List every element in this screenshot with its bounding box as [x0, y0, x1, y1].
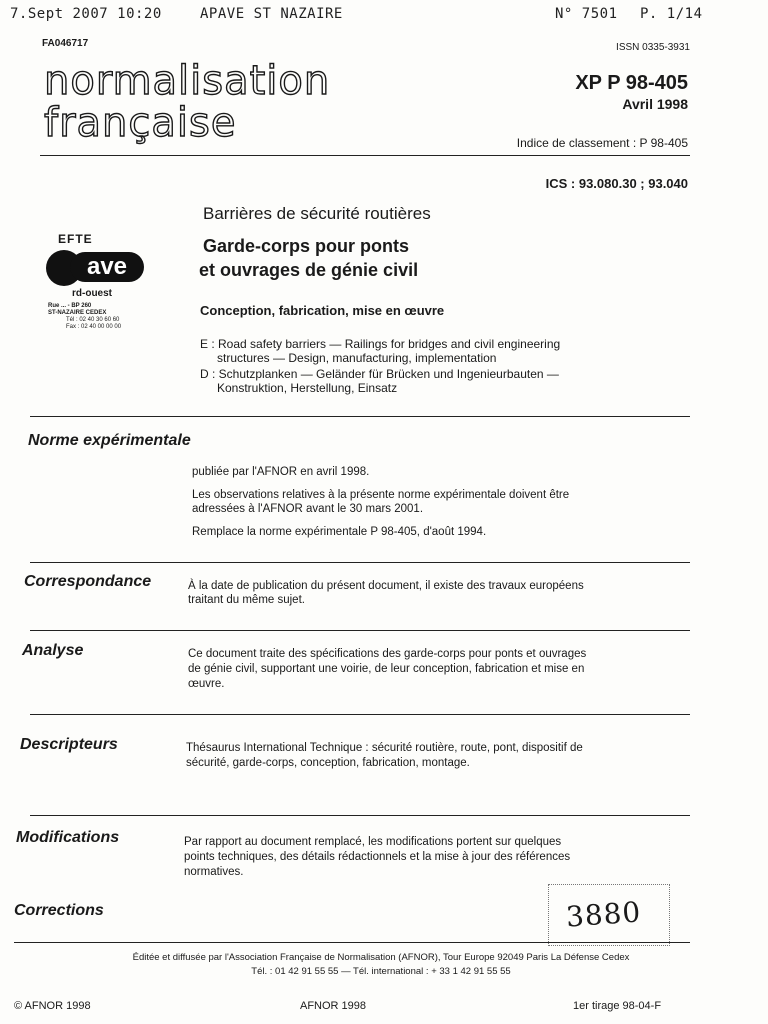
logo-top: EFTE — [58, 232, 93, 246]
brand-line1: normalisation — [44, 58, 331, 104]
publisher-line1: Éditée et diffusée par l'Association Française de Normalisation (AFNOR), Tour Europe 92049 Paris La Défense Cedex — [132, 952, 630, 963]
footer-print-run: 1er tirage 98-04-F — [573, 1000, 662, 1012]
ics-codes: ICS : 93.080.30 ; 93.040 — [545, 176, 688, 191]
footer-copyright: © AFNOR 1998 — [14, 1000, 91, 1012]
descripteurs-line2: sécurité, garde-corps, conception, fabrication, montage. — [186, 757, 470, 769]
logo-tel: Tél : 02 40 30 60 60 — [66, 317, 120, 323]
correspondance-line1: À la date de publication du présent document, il existe des travaux européens — [188, 580, 584, 592]
certification-logo — [40, 232, 150, 342]
title-main-line1: Garde-corps pour ponts — [203, 236, 410, 256]
fax-page: P. 1/14 — [640, 6, 703, 22]
fax-sender: APAVE ST NAZAIRE — [200, 6, 343, 22]
issn: ISSN 0335-3931 — [616, 42, 690, 53]
rule-analyse — [30, 630, 690, 631]
modifications-line2: points techniques, des détails rédactionnels et la mise à jour des références — [184, 851, 571, 863]
standard-ref: XP P 98-405 — [575, 72, 688, 94]
logo-mark: ave — [70, 252, 144, 282]
logo-address1: Rue ... - BP 260 — [48, 303, 92, 309]
analyse-line1: Ce document traite des spécifications des garde-corps pour ponts et ouvrages — [188, 648, 587, 660]
analyse-line3: œuvre. — [188, 678, 225, 690]
fax-datetime: 7.Sept 2007 10:20 — [10, 6, 162, 22]
logo-region: rd-ouest — [72, 288, 112, 299]
doc-code: FA046717 — [42, 38, 89, 49]
rule-publisher — [14, 942, 690, 943]
rule-norme — [30, 416, 690, 417]
title-group: Barrières de sécurité routières — [203, 204, 431, 223]
logo-fax: Fax : 02 40 00 00 00 — [66, 324, 122, 330]
standard-indice: Indice de classement : P 98-405 — [516, 136, 688, 150]
fax-number: N° 7501 — [555, 6, 618, 22]
section-label-analyse: Analyse — [22, 642, 84, 659]
norme-published: publiée par l'AFNOR en avril 1998. — [192, 466, 370, 478]
correspondance-line2: traitant du même sujet. — [188, 594, 305, 606]
section-label-descripteurs: Descripteurs — [20, 736, 118, 753]
title-subtitle: Conception, fabrication, mise en œuvre — [200, 303, 445, 318]
title-english-line2: structures — Design, manufacturing, implementation — [217, 351, 497, 365]
norme-replaces: Remplace la norme expérimentale P 98-405, d'août 1994. — [192, 526, 487, 538]
title-german-line1: D : Schutzplanken — Geländer für Brücken und Ingenieurbauten — — [200, 367, 559, 381]
descripteurs-line1: Thésaurus International Technique : sécurité routière, route, pont, dispositif de — [186, 742, 583, 754]
title-english-line1: E : Road safety barriers — Railings for bridges and civil engineering — [200, 337, 561, 351]
section-label-corrections: Corrections — [14, 902, 104, 919]
rule-modifications — [30, 815, 690, 816]
header-rule — [40, 155, 690, 156]
section-label-modifications: Modifications — [16, 829, 120, 846]
title-main-line2: et ouvrages de génie civil — [199, 260, 419, 280]
norme-observations-line1: Les observations relatives à la présente norme expérimentale doivent être — [192, 489, 570, 501]
handwritten-note: 3880 — [564, 895, 643, 934]
norme-observations-line2: adressées à l'AFNOR avant le 30 mars 2001. — [192, 503, 424, 515]
standard-date: Avril 1998 — [622, 96, 688, 112]
footer-center: AFNOR 1998 — [300, 1000, 367, 1012]
logo-address2: ST-NAZAIRE CEDEX — [48, 310, 107, 316]
modifications-line1: Par rapport au document remplacé, les modifications portent sur quelques — [184, 836, 562, 848]
section-label-norme: Norme expérimentale — [28, 432, 191, 449]
section-label-correspondance: Correspondance — [24, 573, 152, 590]
title-german-line2: Konstruktion, Herstellung, Einsatz — [217, 381, 398, 395]
publisher-line2: Tél. : 01 42 91 55 55 — Tél. international : + 33 1 42 91 55 55 — [251, 966, 511, 977]
rule-correspondance — [30, 562, 690, 563]
modifications-line3: normatives. — [184, 866, 244, 878]
analyse-line2: de génie civil, supportant une voirie, de leur conception, fabrication et mise en — [188, 663, 585, 675]
brand-line2: française — [44, 100, 237, 146]
rule-descripteurs — [30, 714, 690, 715]
